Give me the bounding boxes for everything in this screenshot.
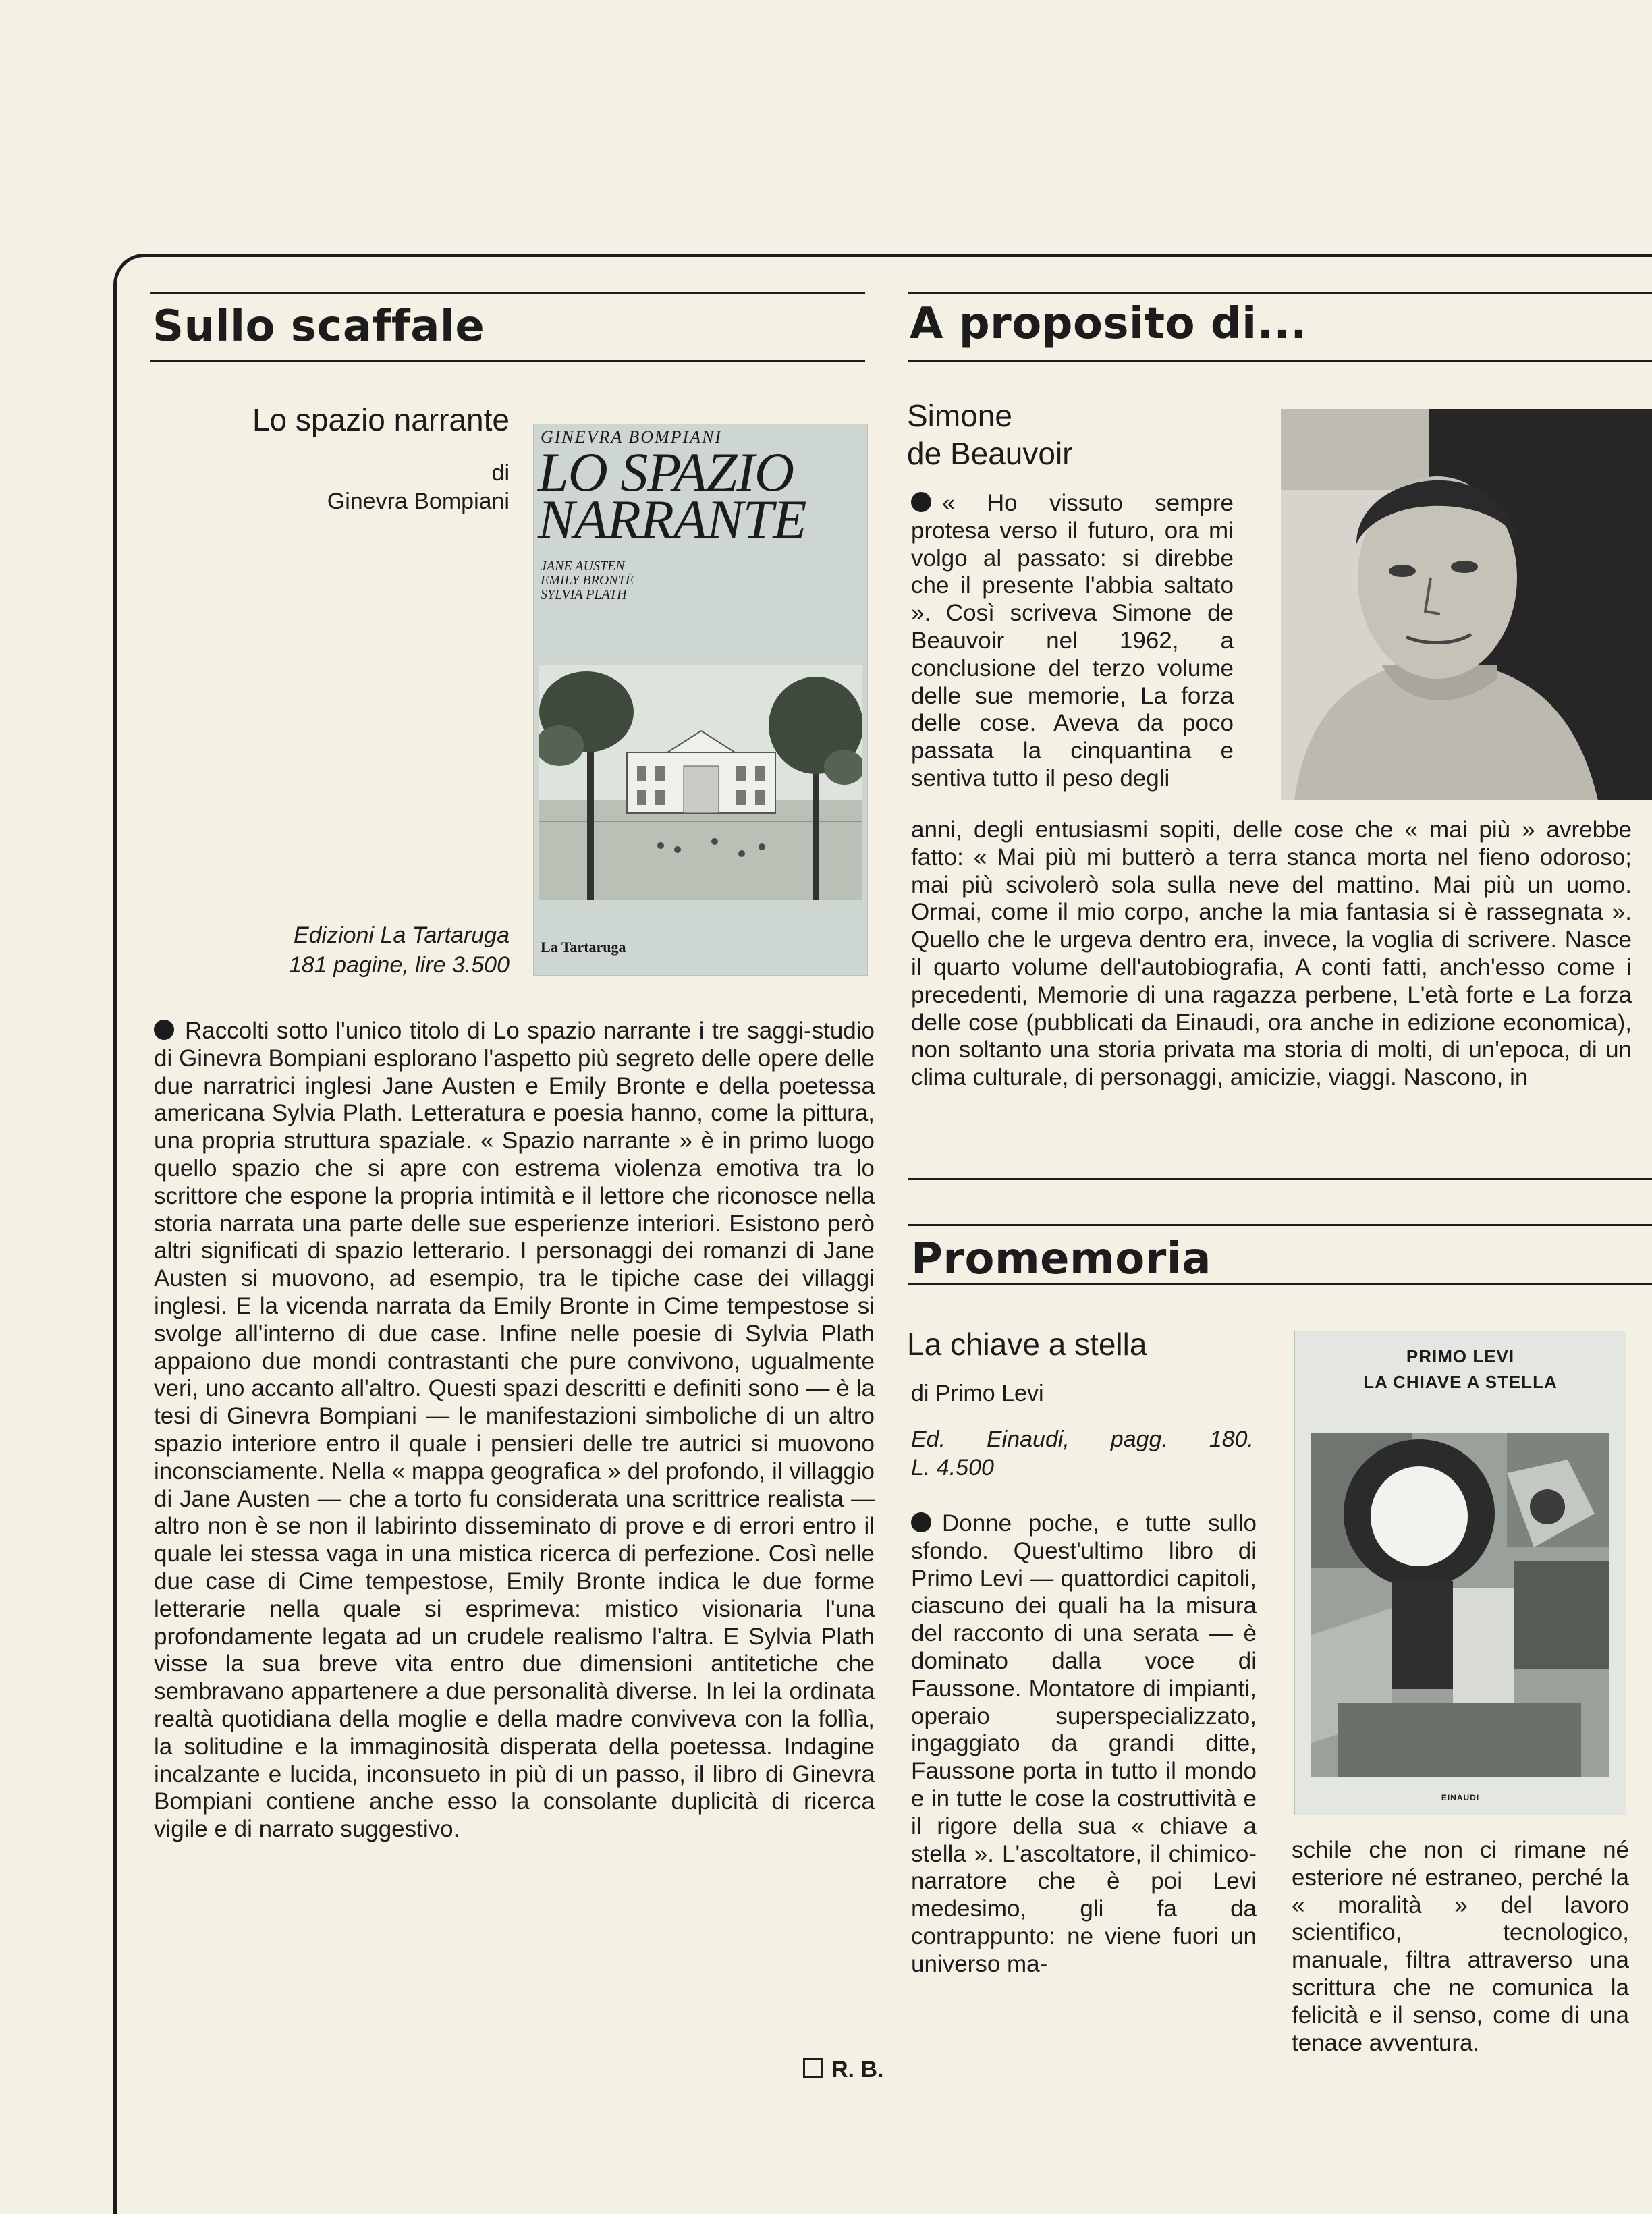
bullet-icon [911, 1512, 931, 1532]
cover-subject: EMILY BRONTË [541, 573, 634, 588]
cover-title-line1: LO SPAZIO [538, 441, 794, 503]
divider [908, 292, 1652, 294]
divider [908, 1283, 1652, 1285]
article-title-line1: Simone [907, 398, 1012, 433]
review-details: 181 pagine, lire 3.500 [288, 952, 510, 978]
cover-cubist-illustration [1311, 1433, 1609, 1777]
bullet-icon [911, 492, 931, 512]
cover-author: GINEVRA BOMPIANI [541, 427, 723, 447]
promemoria-body-col1: Donne poche, e tutte sullo sfondo. Quest'ultimo libro di Primo Levi — quattordici capitoli, ciascuno dei quali ha la misura del racconto di una serata — è dominato dalla voce di Faussone. Montatore di impianti, operaio superspecializzato, ingaggiato da grandi ditte, Faussone porta in tutto il mondo e in tutte le cose la costruttività e il rigore della sua « chiave a stella ». L'ascoltatore, il chimico-narratore che è poi Levi medesimo, gli fa da contrappunto: ne viene fuori un universo ma- [911, 1510, 1257, 1977]
cover-subject: SYLVIA PLATH [541, 587, 627, 602]
review-signature: R. B. [803, 2057, 883, 2083]
cover-engraving-illustration [539, 665, 862, 900]
cover-author: PRIMO LEVI [1406, 1346, 1515, 1366]
divider [150, 360, 865, 362]
promemoria-title: La chiave a stella [907, 1327, 1147, 1362]
promemoria-publisher: Ed. Einaudi, pagg. 180. [911, 1427, 1254, 1452]
cover-subject: JANE AUSTEN [541, 559, 625, 574]
book-cover-lo-spazio-narrante [533, 424, 868, 976]
review-author: Ginevra Bompiani [327, 489, 510, 514]
cover-publisher: EINAUDI [1441, 1793, 1480, 1802]
cover-title: LA CHIAVE A STELLA [1363, 1372, 1558, 1392]
book-cover-la-chiave-a-stella [1294, 1331, 1626, 1815]
section-title-promemoria: Promemoria [911, 1234, 1211, 1284]
beauvoir-body-wide: anni, degli entusiasmi sopiti, delle cose che « mai più » avrebbe fatto: « Mai più mi butterò a terra stanca morta nel fieno odoroso; mai più scivolerò sola sulla neve del mattino. Mai più un uomo. Ormai, come il mio corpo, anche la mia fantasia si è rassegnata ». Quello che le urgeva dentro era, invece, la voglia di scrivere. Nasce il quarto volume dell'autobiografia, A conti fatti, anch'esso come i precedenti, Memorie di una ragazza perbene, L'età forte e La forza delle cose (pubblicati da Einaudi, ora anche in edizione economica), non soltanto una storia privata ma storia di molti, di un'epoca, di un clima culturale, di personaggi, amicizie, viaggi. Nascono, in [911, 817, 1632, 1091]
photo-simone-de-beauvoir [1281, 409, 1652, 800]
section-title-sullo-scaffale: Sullo scaffale [153, 302, 485, 352]
beauvoir-body-narrow: « Ho vissuto sempre protesa verso il futuro, ora mi volgo al passato: si direbbe che il presente l'abbia saltato ». Così scriveva Simone de Beauvoir nel 1962, a conclusione del terzo volume delle sue memorie, La forza delle cose. Aveva da poco passata la cinquantina e sentiva tutto il peso degli [911, 490, 1234, 792]
review-publisher: Edizioni La Tartaruga [293, 922, 510, 948]
promemoria-body-col2: schile che non ci rimane né esteriore né estraneo, perché la « moralità » del lavoro scientifico, tecnologico, manuale, filtra attraverso una scrittura che ne comunica la felicità e il senso, come di una tenace avventura. [1292, 1837, 1629, 2056]
divider [908, 1178, 1652, 1180]
divider [150, 292, 865, 294]
bullet-icon [154, 1020, 174, 1040]
review-by: di [491, 460, 510, 486]
divider [908, 1224, 1652, 1226]
divider [908, 360, 1652, 362]
article-title-line2: de Beauvoir [907, 436, 1073, 471]
promemoria-author: di Primo Levi [911, 1381, 1044, 1406]
review-body: Raccolti sotto l'unico titolo di Lo spazio narrante i tre saggi-studio di Ginevra Bompiani esplorano l'aspetto più segreto delle opere delle due narratrici inglesi Jane Austen e Emily Bronte e della poetessa americana Sylvia Plath. Letteratura e poesia hanno, come la pittura, una propria struttura spaziale. « Spazio narrante » è in primo luogo quello spazio che si apre con estrema violenza emotiva tra lo scrittore che espone la propria intimità e il lettore che riconosce nella storia narrata una parte delle sue esperienze interiori. Esistono però altri significati di spazio letterario. I personaggi dei romanzi di Jane Austen si muovono, ad esempio, tra le tipiche case dei villaggi inglesi. E la vicenda narrata da Emily Bronte in Cime tempestose si svolge all'interno di due case. Infine nelle poesie di Sylvia Plath appaiono due mondi contrastanti che pure convivono, ugualmente veri, uno accanto all'altro. Questi spazi descritti e definiti sono — è la tesi di Ginevra Bompiani — le manifestazioni simboliche di un altro spazio interiore entro il quale i pensieri delle tre autrici si muovono inconsciamente. Nella « mappa geografica » del profondo, il villaggio di Jane Austen — che a torto fu considerata una scrittrice realista — altro non è se non il labirinto disseminato di prove e di errori entro il quale lei stessa vaga in una mistica ricerca di perfezione. Così nelle due case di Cime tempestose, Emily Bronte indica le due forme letterarie nella quale si esprimeva: mistico visionaria l'una profondamente legata ad un crudele realismo l'altra. E Sylvia Plath visse la sua breve vita entro due dimensioni antitetiche che sembravano appartenere a due personalità diverse. In lei la ordinata realtà quotidiana della moglie e della madre conviveva con la follìa, la solitudine e la immaginosità disperata della poetessa. Indagine incalzante e lucida, inconsueto in più di un passo, il libro di Ginevra Bompiani contiene anche esso la consolante duplicità di ricerca vigile e di narrato suggestivo. [154, 1018, 875, 1843]
review-title: Lo spazio narrante [252, 402, 510, 437]
square-icon [803, 2058, 823, 2078]
cover-publisher: La Tartaruga [541, 939, 626, 956]
promemoria-price: L. 4.500 [911, 1455, 994, 1480]
cover-title-line2: NARRANTE [538, 489, 806, 550]
section-title-a-proposito-di: A proposito di... [910, 299, 1307, 349]
